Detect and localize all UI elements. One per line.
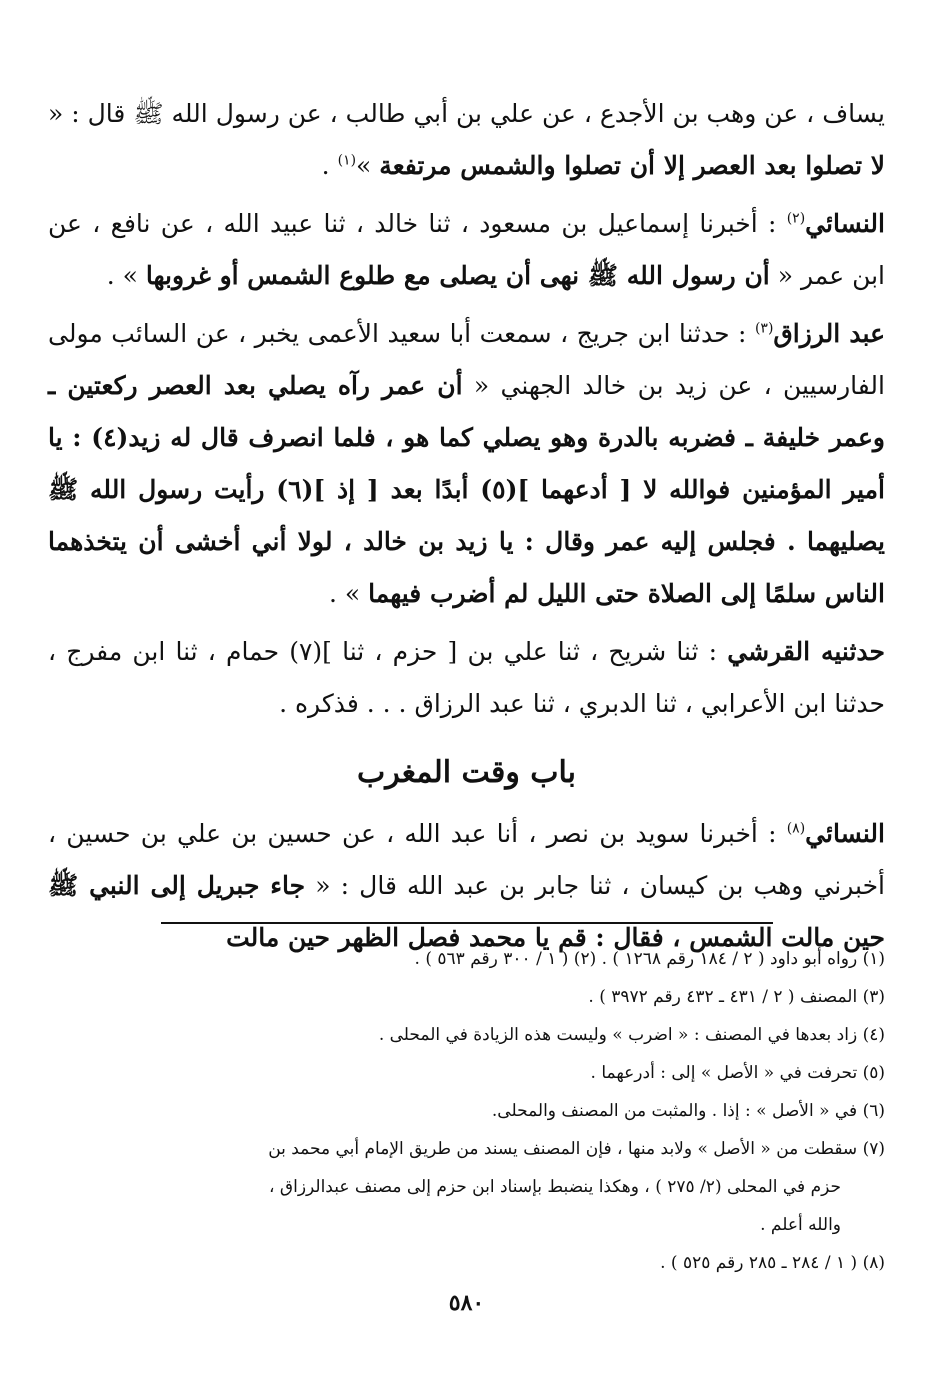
paragraph-2 (48, 198, 885, 302)
paragraph-2-after: » . (106, 261, 146, 290)
footnote-7-continued: حزم في المحلى (٢/ ٢٧٥ ) ، وهكذا ينضبط بإسناد ابن حزم إلى مصنف عبدالرزاق ، (269, 1177, 841, 1197)
footnote-5: (٥) تحرفت في « الأصل » إلى : أدرعهما . (590, 1063, 885, 1083)
paragraph-3-quote: أن عمر رآه يصلي بعد العصر ركعتين ـ وعمر خليفة ـ فضربه بالدرة وهو يصلي كما هو ، فلما انصرف قال له زيد(٤) : يا أمير المؤمنين فوالله لا [ أدعهما ](٥) أبدًا بعد [ إذ ](٦) رأيت رسول الله ﷺ يصليهما . فجلس إليه عمر وقال : يا زيد بن خالد ، لولا أني أخشى أن يتخذهما الناس سلمًا إلى الصلاة حتى الليل لم أضرب فيهما (48, 371, 885, 608)
footnote-8: (٨) ( ١ / ٢٨٤ ـ ٢٨٥ رقم ٥٢٥ ) . (660, 1253, 885, 1273)
footnote-7: (٧) سقطت من « الأصل » ولابد منها ، فإن المصنف يسند من طريق الإمام أبي محمد بن (268, 1139, 885, 1159)
paragraph-5-quote: جاء جبريل إلى النبي ﷺ حين مالت الشمس ، فقال : قم يا محمد فصل الظهر حين مالت (48, 871, 885, 952)
paragraph-3 (48, 308, 885, 620)
paragraph-5-source: النسائي (805, 819, 885, 848)
footnote-separator (161, 922, 773, 924)
paragraph-1-text: يساف ، عن وهب بن الأجدع ، عن علي بن أبي طالب ، عن رسول الله ﷺ قال : « (48, 99, 885, 128)
page-number: ٥٨٠ (448, 1290, 485, 1316)
paragraph-1-end: . (321, 151, 338, 180)
footnote-7-end: والله أعلم . (760, 1215, 841, 1235)
paragraph-4-text: : ثنا شريح ، ثنا علي بن [ حزم ، ثنا ](٧) حمام ، ثنا ابن مفرج ، حدثنا ابن الأعرابي ، ثنا الدبري ، ثنا عبد الرزاق . . . فذكره . (48, 637, 885, 718)
paragraph-2-quote: أن رسول الله ﷺ نهى أن يصلى مع طلوع الشمس أو غروبها (145, 261, 770, 290)
paragraph-4-source: حدثنيه القرشي (727, 637, 885, 666)
paragraph-4 (48, 626, 885, 730)
paragraph-3-source: عبد الرزاق (773, 319, 885, 348)
footnote-3: (٣) المصنف ( ٢ / ٤٣١ ـ ٤٣٢ رقم ٣٩٧٢ ) . (588, 987, 885, 1007)
section-heading: باب وقت المغرب (357, 755, 576, 790)
footnote-4: (٤) زاد بعدها في المصنف : « اضرب » وليست هذه الزيادة في المحلى . (378, 1025, 885, 1045)
footnote-ref-8[interactable]: (٨) (786, 820, 806, 837)
footnotes (48, 940, 885, 1282)
paragraph-5-text: : أخبرنا سويد بن نصر ، أنا عبد الله ، عن حسين بن علي بن حسين ، أخبرني وهب بن كيسان ، ثنا جابر بن عبد الله قال : « (48, 819, 885, 900)
paragraph-3-after: » . (329, 579, 369, 608)
paragraph-1 (48, 88, 885, 192)
footnote-ref-1[interactable]: (١) (337, 152, 357, 169)
paragraph-1-after: » (356, 151, 380, 180)
footnote-1-2: (١) رواه أبو داود ( ٢ / ١٨٤ رقم ١٢٦٨ ) . (٢) ( ١ / ٣٠٠ رقم ٥٦٣ ) . (414, 949, 885, 969)
paragraph-3-text: : حدثنا ابن جريج ، سمعت أبا سعيد الأعمى يخبر ، عن السائب مولى الفارسيين ، عن زيد بن خالد الجهني « (48, 319, 885, 400)
footnote-ref-2[interactable]: (٢) (786, 210, 806, 227)
paragraph-1-quote: لا تصلوا بعد العصر إلا أن تصلوا والشمس مرتفعة (379, 151, 885, 180)
footnote-6: (٦) في « الأصل » : إذا . والمثبت من المصنف والمحلى. (491, 1101, 885, 1121)
footnote-ref-3[interactable]: (٣) (754, 320, 774, 337)
paragraph-2-text: : أخبرنا إسماعيل بن مسعود ، ثنا خالد ، ثنا عبيد الله ، عن نافع ، عن ابن عمر « (48, 209, 885, 290)
paragraph-2-source: النسائي (805, 209, 885, 238)
